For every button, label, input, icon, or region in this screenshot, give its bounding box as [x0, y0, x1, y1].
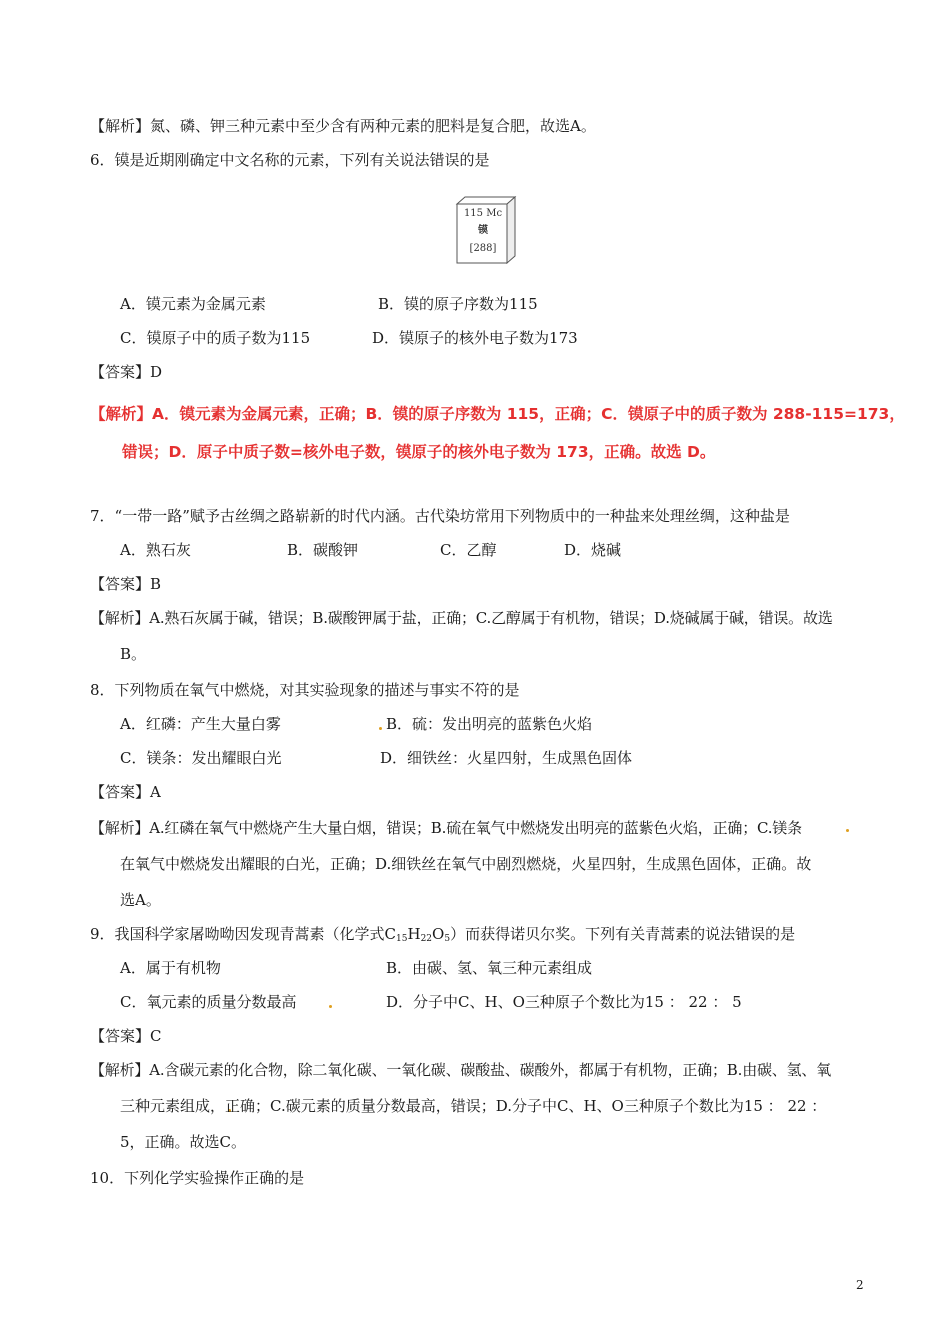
answer-q7: 【答案】B: [90, 575, 162, 593]
q7-option-b: B．碳酸钾: [287, 541, 359, 559]
decorative-dot: [329, 1005, 332, 1008]
q7-option-a: A．熟石灰: [120, 541, 191, 559]
analysis-q8-line1: 【解析】A.红磷在氧气中燃烧产生大量白烟，错误；B.硫在氧气中燃烧发出明亮的蓝紫色火焰，正确；C.镁条: [90, 819, 802, 837]
q6-option-a: A．镆元素为金属元素: [120, 295, 266, 313]
q9-option-b: B．由碳、氢、氧三种元素组成: [386, 959, 593, 977]
q8-option-c: C．镁条：发出耀眼白光: [120, 749, 282, 767]
q6-option-c: C．镆原子中的质子数为115: [120, 329, 311, 347]
element-name: 镆: [478, 225, 488, 236]
question-9-text-a: 9．我国科学家屠呦呦因发现青蒿素（化学式C: [90, 925, 397, 943]
answer-q9: 【答案】C: [90, 1027, 162, 1045]
question-8: 8．下列物质在氧气中燃烧，对其实验现象的描述与事实不符的是: [90, 681, 520, 699]
q9-option-d: D．分子中C、H、O三种原子个数比为15 ： 22 ： 5: [386, 993, 742, 1011]
analysis-q7-line2: B。: [120, 645, 147, 663]
decorative-dot: [379, 727, 382, 730]
question-7: 7．“一带一路”赋予古丝绸之路崭新的时代内涵。古代染坊常用下列物质中的一种盐来处理丝绸，这种盐是: [90, 507, 790, 525]
q6-option-d: D．镆原子的核外电子数为173: [372, 329, 578, 347]
q7-option-c: C．乙醇: [440, 541, 497, 559]
page-number: 2: [856, 1278, 864, 1292]
question-6: 6．镆是近期刚确定中文名称的元素，下列有关说法错误的是: [90, 151, 490, 169]
analysis-q8-line2: 在氧气中燃烧发出耀眼的白光，正确；D.细铁丝在氧气中剧烈燃烧，火星四射，生成黑色固体，正确。故: [120, 855, 812, 873]
q9-option-c: C．氧元素的质量分数最高: [120, 993, 297, 1011]
analysis-q6-line2: 错误；D．原子中质子数=核外电子数，镆原子的核外电子数为 173，正确。故选 D。: [122, 443, 716, 461]
question-9-text-b: ）而获得诺贝尔奖。下列有关青蒿素的说法错误的是: [450, 925, 796, 943]
q6-option-b: B．镆的原子序数为115: [378, 295, 538, 313]
decorative-dot: [846, 829, 849, 832]
element-mass: [288]: [469, 243, 497, 254]
analysis-q9-line1: 【解析】A.含碳元素的化合物，除二氧化碳、一氧化碳、碳酸盐、碳酸外，都属于有机物，正确；B.由碳、氢、氧: [90, 1061, 831, 1079]
element-number-symbol: 115 Mc: [463, 208, 503, 219]
analysis-q5: 【解析】氮、磷、钾三种元素中至少含有两种元素的肥料是复合肥，故选A。: [90, 117, 596, 135]
formula-sub-o: 5: [444, 934, 451, 944]
analysis-q6-line1: 【解析】A．镆元素为金属元素，正确；B．镆的原子序数为 115，正确；C．镆原子中的质子数为 288-115=173，: [90, 405, 905, 423]
q8-option-b: B．硫：发出明亮的蓝紫色火焰: [386, 715, 593, 733]
formula-sub-c: 15: [396, 934, 408, 944]
formula-sub-h: 22: [420, 934, 433, 944]
q8-option-d: D．细铁丝：火星四射，生成黑色固体: [380, 749, 633, 767]
q9-option-a: A．属于有机物: [120, 959, 221, 977]
answer-q6: 【答案】D: [90, 363, 163, 381]
question-9: [90, 924, 795, 949]
analysis-q7-line1: 【解析】A.熟石灰属于碱，错误；B.碳酸钾属于盐，正确；C.乙醇属于有机物，错误；D.烧碱属于碱，错误。故选: [90, 609, 833, 627]
analysis-q9-line2: 三种元素组成，正确；C.碳元素的质量分数最高，错误；D.分子中C、H、O三种原子个数比为15 ： 22 ：: [120, 1097, 827, 1115]
analysis-q9-line3: 5，正确。故选C。: [120, 1133, 247, 1151]
element-tile-mc: [455, 196, 517, 266]
formula-o: O: [432, 925, 445, 943]
analysis-q8-line3: 选A。: [120, 891, 161, 909]
question-10: 10．下列化学实验操作正确的是: [90, 1169, 305, 1187]
q8-option-a: A．红磷：产生大量白雾: [120, 715, 281, 733]
formula-h: H: [407, 925, 421, 943]
answer-q8: 【答案】A: [90, 783, 161, 801]
q7-option-d: D．烧碱: [564, 541, 622, 559]
